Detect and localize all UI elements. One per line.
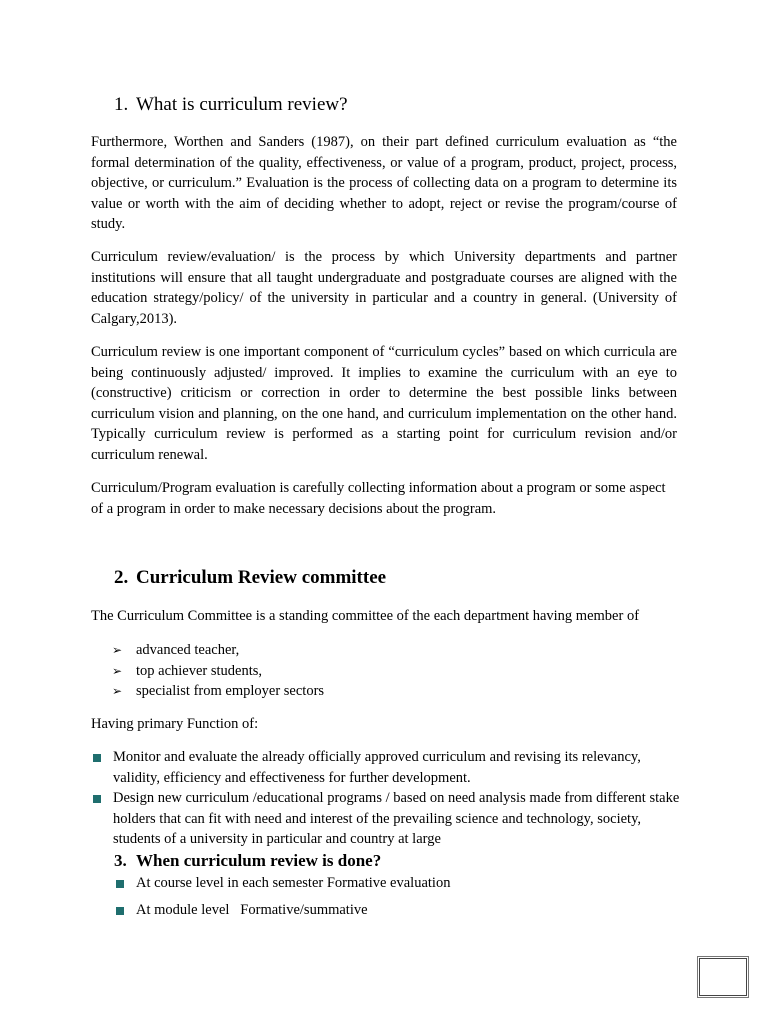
paragraph-3: Curriculum review is one important component of “curriculum cycles” based on which curricula are being continuously adjusted/ improved. It implies to examine the curriculum with an eye to (constructive) criticism or correction in order to determine the best possible links between curriculum vision and planning, on the one hand, and curriculum implementation on the other hand. Typically curriculum review is performed as a starting point for curriculum revision and/or curriculum renewal. [91, 344, 677, 463]
square-bullet-icon [116, 880, 124, 888]
square-bullet-icon [93, 795, 101, 803]
list-item: At module level Formative/summative [114, 900, 450, 927]
section-3-number: 3. [114, 851, 127, 870]
page-number-box [699, 958, 747, 996]
paragraph-2: Curriculum review/evaluation/ is the process by which University departments and partner institutions will ensure that all taught undergraduate and postgraduate courses are aligned with the education strategy/policy/ of the university in particular and a country in general. (University of Calgary,2013). [91, 249, 677, 327]
paragraph-4: Curriculum/Program evaluation is carefully collecting information about a program or some aspect of a program in order to make necessary decisions about the program. [91, 480, 666, 517]
list-item: ➢ top achiever students, [112, 661, 324, 682]
section-2-number: 2. [114, 567, 129, 588]
section-1-number: 1. [114, 94, 129, 115]
list-item: ➢ specialist from employer sectors [112, 681, 324, 702]
arrow-bullet-icon: ➢ [112, 663, 123, 678]
list-item: Design new curriculum /educational programs / based on need analysis made from different stake holders that can fit with need and interest of the prevailing science and technology, society, students of a university in particular and country at large [91, 788, 681, 850]
list-item: Monitor and evaluate the already officially approved curriculum and revising its relevancy, validity, efficiency and effectiveness for further development. [91, 747, 681, 788]
list-item: At course level in each semester Formative evaluation [114, 873, 450, 900]
square-bullet-icon [116, 907, 124, 915]
section-3-title: When curriculum review is done? [136, 851, 382, 870]
section-2-title: Curriculum Review committee [136, 567, 387, 588]
section-1-title: What is curriculum review? [136, 94, 348, 115]
functions-list [91, 747, 681, 850]
section-2-heading [114, 567, 386, 589]
square-bullet-icon [93, 754, 101, 762]
section-1-heading [114, 94, 348, 116]
committee-intro: The Curriculum Committee is a standing committee of the each department having member of [91, 608, 640, 624]
list-item: ➢ advanced teacher, [112, 640, 324, 661]
functions-intro: Having primary Function of: [91, 716, 259, 732]
section-3-heading [114, 851, 381, 871]
arrow-bullet-icon: ➢ [112, 684, 123, 698]
members-list [112, 640, 324, 702]
arrow-bullet-icon: ➢ [112, 643, 123, 657]
paragraph-1: Furthermore, Worthen and Sanders (1987), on their part defined curriculum evaluation as “the formal determination of the quality, effectiveness, or value of a program, product, project, process, objective, or curriculum.” Evaluation is the process of collecting data on a program to determine its value or worth with the aim of deciding whether to adopt, reject or revise the program/course of study. [91, 134, 677, 233]
review-timing-list [114, 873, 450, 927]
